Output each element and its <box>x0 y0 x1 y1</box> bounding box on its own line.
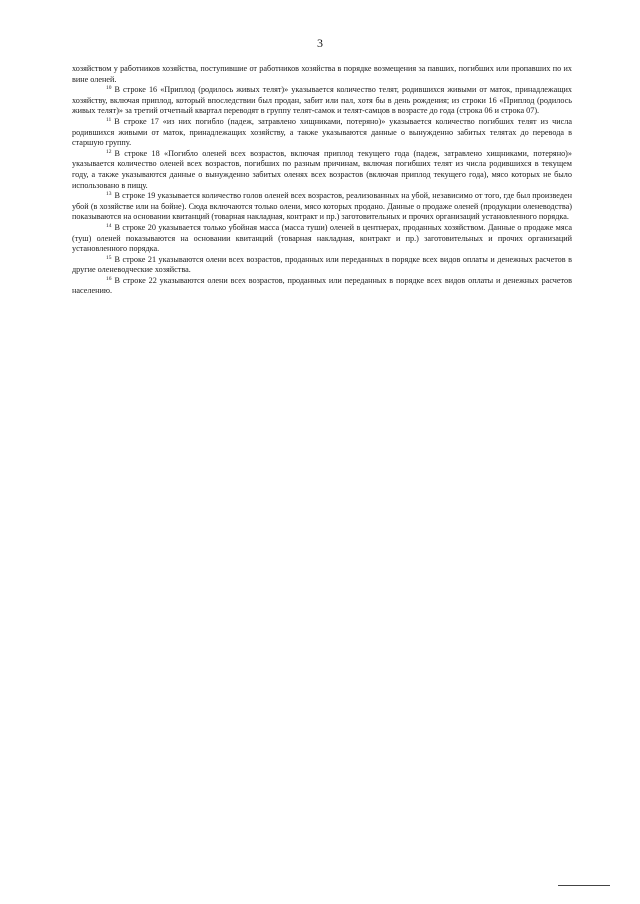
paragraph-text: В строке 17 «из них погибло (падеж, затравлено хищниками, потеряно)» указывается количество погибших телят из числа родившихся живыми от маток, принадлежащих хозяйству, а также указываются данные о вынужденно забитых телятах до перевода в старшую группу. <box>72 116 572 148</box>
footnote-paragraph <box>72 85 572 117</box>
paragraph-text: В строке 20 указывается только убойная масса (масса туши) оленей в центнерах, проданных хозяйством. Данные о продаже мяса (туш) оленей показываются на основании квитанций (товарная накладная, контракт и пр.) заготовительных и прочих организаций установленного порядка. <box>72 222 572 254</box>
paragraph-text: В строке 21 указываются олени всех возрастов, проданных или переданных в порядке всех видов оплаты и денежных расчетов в другие оленеводческие хозяйства. <box>72 254 572 275</box>
footnote-marker: 13 <box>106 191 112 198</box>
footnote-paragraph <box>72 117 572 149</box>
paragraph-text: В строке 22 указываются олени всех возрастов, проданных или переданных в порядке всех видов оплаты и денежных расчетов населению. <box>72 275 572 296</box>
paragraph-text: В строке 16 «Приплод (родилось живых телят)» указывается количество телят, родившихся живыми от маток, принадлежащих хозяйству, включая приплод, который впоследствии был продан, забит или пал, хотя бы в день рождения; из строки 16 «Приплод (родилось живых телят)» за третий отчетный квартал переводят в группу телят-самок и телят-самцов в возрасте до года (строка 06 и строка 07). <box>72 85 572 116</box>
page-number: 3 <box>317 36 323 50</box>
footnote-marker: 11 <box>106 116 112 123</box>
paragraph-text: В строке 18 «Погибло оленей всех возрастов, включая приплод текущего года (падеж, затравлено хищниками, потеряно)» указывается количество оленей всех возрастов, погибших по разным причинам, включая погибших телят из числа родившихся в текущем году, а также указываются данные о вынужденно забитых оленях всех возрастов (включая приплод текущего года), мясо которых не было использовано в пищу. <box>72 148 572 190</box>
footnote-paragraph <box>72 149 572 191</box>
footnote-paragraph <box>72 255 572 276</box>
footnote-marker: 12 <box>106 148 112 155</box>
footnote-paragraph <box>72 276 572 297</box>
footnote-paragraph <box>72 64 572 85</box>
footnote-marker: 10 <box>106 85 112 92</box>
paragraph-text: В строке 19 указывается количество голов оленей всех возрастов, реализованных на убой, независимо от того, где был произведен убой (в хозяйстве или на бойне). Сюда включаются только олени, мясо которых продано. Данные о продаже оленей (продукции оленеводства) показываются на основании квитанций (товарная накладная, контракт и пр.) заготовительных и прочих организаций установленного порядка. <box>72 191 572 222</box>
footnotes-text <box>72 64 572 297</box>
paragraph-text: хозяйством у работников хозяйства, поступившие от работников хозяйства в порядке возмещения за павших, погибших или пропавших по их вине оленей. <box>72 64 572 84</box>
footnote-paragraph <box>72 223 572 255</box>
footnote-marker: 16 <box>106 275 112 282</box>
footnote-marker: 14 <box>106 222 112 229</box>
footnote-paragraph <box>72 191 572 223</box>
footnote-marker: 15 <box>106 254 112 261</box>
bottom-rule <box>558 885 610 886</box>
